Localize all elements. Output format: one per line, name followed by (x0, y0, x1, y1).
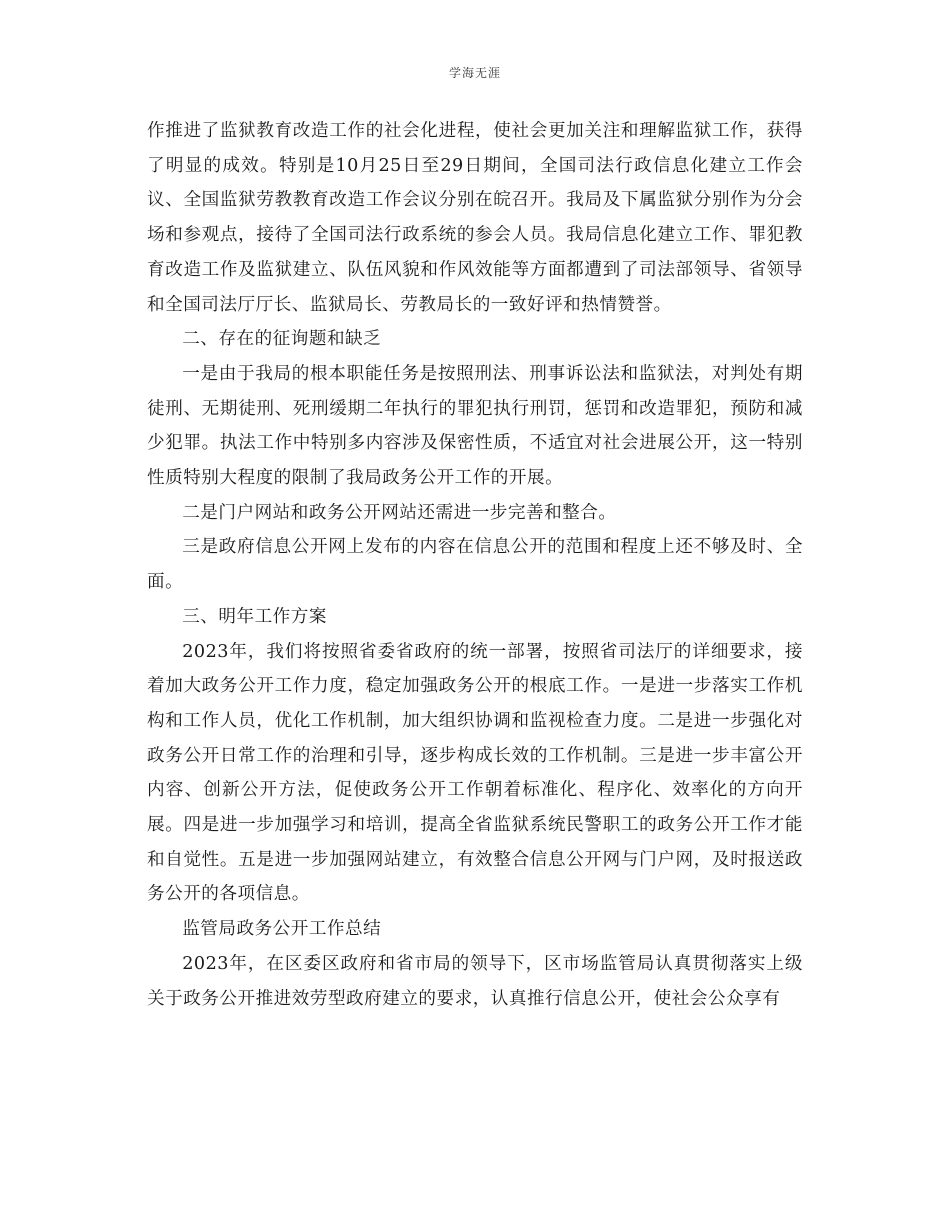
paragraph: 作推进了监狱教育改造工作的社会化进程，使社会更加关注和理解监狱工作，获得了明显的成效。特别是10月25日至29日期间，全国司法行政信息化建立工作会议、全国监狱劳教教育改造工作会议分别在皖召开。我局及下属监狱分别作为分会场和参观点，接待了全国司法行政系统的参会人员。我局信息化建立工作、罪犯教育改造工作及监狱建立、队伍风貌和作风效能等方面都遭到了司法部领导、省领导和全国司法厅厅长、监狱局长、劳教局长的一致好评和热情赞誉。 (147, 121, 803, 315)
paragraph: 一是由于我局的根本职能任务是按照刑法、刑事诉讼法和监狱法，对判处有期徒刑、无期徒刑、死刑缓期二年执行的罪犯执行刑罚，惩罚和改造罪犯，预防和减少犯罪。执法工作中特别多内容涉及保密性质，不适宜对社会进展公开，这一特别性质特别大程度的限制了我局政务公开工作的开展。 (147, 363, 803, 489)
page-header: 学海无涯 (448, 66, 501, 80)
section-heading: 二、存在的征询题和缺乏 (182, 329, 382, 350)
paragraph: 2023年，我们将按照省委省政府的统一部署，按照省司法厅的详细要求，接着加大政务公开工作力度，稳定加强政务公开的根底工作。一是进一步落实工作机构和工作人员，优化工作机制，加大组织协调和监视检查力度。二是进一步强化对政务公开日常工作的治理和引导，逐步构成长效的工作机制。三是进一步丰富公开内容、创新公开方法，促使政务公开工作朝着标准化、程序化、效率化的方向开展。四是进一步加强学习和培训，提高全省监狱系统民警职工的政务公开工作才能和自觉性。五是进一步加强网站建立，有效整合信息公开网与门户网，及时报送政务公开的各项信息。 (147, 641, 803, 905)
paragraph: 2023年，在区委区政府和省市局的领导下，区市场监管局认真贯彻落实上级关于政务公开推进效劳型政府建立的要求，认真推行信息公开，使社会公众享有 (147, 953, 803, 1009)
paragraph: 三是政府信息公开网上发布的内容在信息公开的范围和程度上还不够及时、全面。 (147, 537, 803, 593)
document-body (147, 114, 803, 1016)
section-heading: 三、明年工作方案 (182, 606, 327, 627)
document-title: 监管局政务公开工作总结 (182, 919, 382, 940)
paragraph: 二是门户网站和政务公开网站还需进一步完善和整合。 (182, 502, 617, 523)
